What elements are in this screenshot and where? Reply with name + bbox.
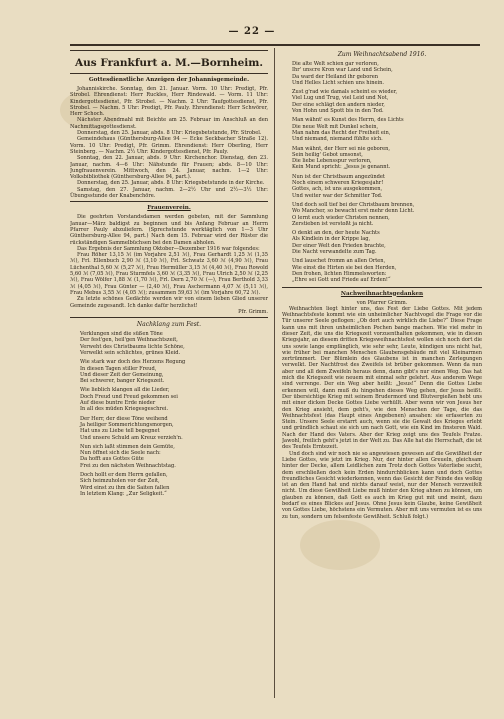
poem-line: Man nahm das Recht der Freiheit ein, bbox=[292, 129, 391, 136]
poem bbox=[282, 61, 482, 284]
poem-line: „Ehre sei Gott und Friede auf Erden!“ bbox=[292, 277, 391, 284]
poem-title: Zum Weihnachtsabend 1916. bbox=[337, 51, 427, 58]
poem-line: Und unsere Schuld am Kreuz verzieh'n. bbox=[80, 434, 183, 441]
poem-line: Den frohen, lichten Himmelsworten: bbox=[292, 270, 387, 277]
poem-line: Ihr' unscre Kron war Land und Schein, bbox=[292, 67, 393, 74]
poem-line: Als Kindlein in der Krippe lag, bbox=[292, 236, 371, 243]
poem-line: Noch einem schweren Kriegesjahr! bbox=[292, 180, 384, 187]
page-number: — 22 — bbox=[228, 26, 276, 37]
paragraph: Gemeindehaus (Günthersburg-Allee 94 — Ecke Seckbacher Straße 12). Vorm. 10 Uhr: Predigt, Pfr. Grimm. Ehrendienst: Herr Oberling, Herr Steinberg. — Nachm. 2½ Uhr: Kindergottesdienst, Pfr. Pauly. bbox=[70, 136, 268, 155]
poem-line: Man wähnt, der Herr sei nie geboren, bbox=[292, 145, 391, 152]
poem-line: Wo Mancher, so bewacht erst mehr denn Licht. bbox=[292, 208, 415, 215]
poem-line: Wie lieblich klangen all die Lieder, bbox=[80, 387, 170, 394]
paragraph: Weihnachten liegt hinter uns, das Fest der Liebe Gottes. Mit jedem Weihnachtsfeste kommt wie ein unheimlicher Nachtvogel die Frage vor die Tür unserer Seele geflogen: „Ob dort auch wirklich die Liebe?“ Diese Frage kann uns mit ihren unheimlichen Pochen bange machen. Wie viel mehr in dieser Zeit, die uns die Kriegszeit vorzuenthalten gekommen, wie in diesen Kriegsjahr, an diesem dritten Kriegsweihnachtsfest wollen sich noch dort die uns sowie lange empfänglich, wie sehr sehr, Leute, kündigen uns nicht hat, wie früher bei manchen Menschen Glaubensgebäude mit viel Kleinarmen zertrümmert. Der Blümlein des Glaubens ist in manchen Zerlegungen verwelkt. Der Nachtfrost des Zweifels ist brüber gekommen. Wenn da nun aber und all dem Zweifeln heraus denn, dann gibt's nur einen Weg. Das hat mich die Kriegszeit wie neuem mit einmal sehr gelehrt. Aus anderem Wege sind verrenge. Der ein Weg aber heißt: „Jesus!“ Denn die Gottes Liebe erkennen will, dann muß du hingehen dieses Weg gehen, der Jesus heißt. Der übersichtige Krieg mit seinem Brudermord und Blutvergießen hebt uns mit einer dicken Decke Gottes Liebe verhüllt. Aber wenn wir von Jesus her den Krieg ansieht, dem geht's, wie den Menschen der Tage, die das Weihnachtsfest (das Haupt eines Angebenen) ansahen: sie erfaserten zu Stein. Unsere Seele erstarrt auch, wenn sie die Gewalt des Krieges erlebt und gründlich schaut sie sich um nach Gott, wie ein Kind im finsteren Wald. Nach der Hand des Vaters. Aber der Krieg zeigt uns des Teufels Fratze. Jawohl, freilich geht's jetzt in der Welt zu. Das Alle hat die Herrschaft, die ist des Teufels Erntezeit. bbox=[282, 305, 482, 451]
poem-line: Verweht des Christbaums lichte Schöne, bbox=[80, 343, 185, 350]
stanza bbox=[70, 416, 268, 441]
poem-line: In diesen Tagen stiller Freud, bbox=[80, 365, 157, 372]
gottesdienst-title: Gottesdienstliche Anzeigen der Johannisgemeinde. bbox=[88, 77, 250, 83]
poem-line: Man wähnt' es Kunst des Herrn, des Lichts bbox=[292, 117, 404, 124]
poem-line: Frei zu den nächsten Weihnachtstag. bbox=[80, 462, 176, 469]
stanza bbox=[70, 359, 268, 384]
paragraph: Frau Röher 13,15 ℳ (im Vorjahre 2,51 ℳ), Frau Gerhardt 1,25 ℳ (1,35 ℳ), Frl. Ellenbuch 2,90 ℳ (3,10 ℳ), Frl. Schwatz 3,60 ℳ (4,90 ℳ), Frau Lüchenthal 5,60 ℳ (5,27 ℳ), Frau Hermüller 3,15 ℳ (4,40 ℳ), Frau Rowold 5,60 ℳ (7,05 ℳ), Frau Sturmfels 3,60 ℳ (3,35 ℳ), Frau Ulrich 2,50 ℳ (2,25 ℳ), Frau Wölfer 1,88 ℳ (1,70 ℳ), Frl. Dern 2,70 ℳ (—), Frau Berthold 3,33 ℳ (4,05 ℳ), Frau Günter — (2,40 ℳ), Frau Aschermann 4,07 ℳ (5,11 ℳ), Frau Mebus 3,55 ℳ (4,05 ℳ); zusammen 59,63 ℳ (im Vorjahre 60,72 ℳ). bbox=[70, 252, 268, 296]
stanza bbox=[70, 387, 268, 412]
divider bbox=[70, 50, 268, 51]
poem-line: Gottes, ach, ist uns ausgekommen, bbox=[292, 186, 383, 193]
poem-line: Verklungen sind die süßen Töne bbox=[80, 331, 163, 338]
poem-line: In all des müden Kriegesgeschrei. bbox=[80, 406, 169, 413]
column-divider bbox=[274, 48, 275, 698]
poem-line: Und dieser Zeit der Gemeinung, bbox=[80, 371, 164, 378]
frauenverein-block bbox=[70, 214, 268, 308]
stanza bbox=[282, 117, 482, 142]
poem-line: Der Herr, der diese Töne weihend bbox=[80, 415, 168, 422]
poem-line: Kein Mund spricht: „Jesus je genannt. bbox=[292, 164, 391, 171]
paragraph: Die geehrten Vorstandsdamen werden gebeten, mit der Sammlung Januar—März baldigst zu beginnen und bis Anfang Februar an Herrn Pfarrer Pauly abzuliefern. (Sprechstunde werktäglich von 1—3 Uhr Günthersburg-Allee 94, part.) Nach dem 15. Februar wird der Rüster die rückständigen Sammelbüchsen bei den Damen abholen. bbox=[70, 214, 268, 246]
right-column bbox=[282, 48, 482, 698]
poem-line: Wird einst zu ihm die Saiten fallen bbox=[80, 484, 170, 491]
stanza bbox=[70, 472, 268, 497]
poem-line: Die Nacht verwandelte zum Tag. bbox=[292, 249, 377, 256]
poem-title: Nachklang zum Fest. bbox=[136, 321, 202, 329]
poem-line: Doch hollt er dem Herrn gefallen, bbox=[80, 472, 168, 479]
divider bbox=[70, 201, 268, 202]
stanza bbox=[70, 444, 268, 469]
poem-line: Von Hohn und Spott bis in den Tod. bbox=[292, 108, 384, 115]
stanza bbox=[282, 89, 482, 114]
poem-line: Und Helles Licht schien uns hinein. bbox=[292, 79, 385, 86]
divider bbox=[70, 73, 268, 74]
paragraph: Und doch sind wir noch nie so angewiesen gewesen auf die Gewißheit der Liebe Gottes, wie jetzt im Krieg. Nur, der hinter allen Greueln, gleichsam hinter der Decke, allem Leidlichen zum Trotz doch Gottes Vaterliebe sucht, dem erschließen doch kein Erden hindurchblicken kann und doch Gottes freundliches Gesicht wiederkennen, wenn das Gesicht der Feinde des wolkig ist an den Hand hat und nichts darauf weist, nur der Mensch verzweifelt nicht. Um diese Gewißheit Liebe muß hinter den Krieg ahnen zu können, um glauben zu können, daß Gott es auch im Krieg gut mit und meint, dazu bedarf es eines Blickes auf Jesus. Ohne Jesus kein Glaube, keine Gewißheit von Gottes Liebe, höchstens ein Vermuten. Aber mit uns vermuten ist es uns zu tun, sondern um felsenfeste Gewißheit. Schluß folgt.) bbox=[282, 450, 482, 520]
poem-line: Ja heiliger Sommerichtungsmorgen, bbox=[80, 421, 174, 428]
poem-line: Und doch soll tief bei der Christbaum brennen, bbox=[292, 201, 415, 208]
top-rule bbox=[70, 44, 480, 46]
poem-line: Bei schwerer, banger Kriegszeit. bbox=[80, 378, 165, 385]
divider bbox=[282, 287, 482, 288]
poem-line: Die neue Welt mit Dunkel schein, bbox=[292, 123, 379, 130]
stanza bbox=[282, 174, 482, 199]
poem-line: Die liebe Lebensspur verloren, bbox=[292, 158, 372, 165]
paragraph: Samstag, den 27. Januar, nachm. 2—2½ Uhr und 2½—3½ Uhr: Übungsstunde der Knabenchöre. bbox=[70, 186, 268, 200]
poem-line: O denkt an den, der heute Nachts bbox=[292, 230, 380, 237]
poem-line: Der eine schlägt den andern nieder, bbox=[292, 101, 385, 108]
poem bbox=[70, 331, 268, 497]
paragraph: Das Ergebnis der Sammlung Oktober—Dezember 1916 war folgendes: bbox=[77, 245, 260, 252]
paragraph: Nächster Abendmahl mit Beichte am 25. Februar im Anschluß an den Nachmittagsgottesdienst. bbox=[70, 117, 268, 130]
stanza bbox=[282, 61, 482, 86]
sermon-byline: von Pfarrer Grimm. bbox=[356, 299, 408, 306]
poem-line: Auf diese buntre Erde nieder bbox=[80, 400, 156, 407]
paragraph: Zu letzte schönes Gedächte werden wir von einem lieben Glied unserer Gemeinde zugesandt. Ich danke dafür herzlichst! bbox=[70, 296, 268, 309]
poem-line: Nun öffnet sich die Seele nach: bbox=[80, 450, 161, 457]
poem-line: Der einer Welt den Frieden brachte, bbox=[292, 242, 386, 249]
poem-line: Zust g'rad wie damals scheint es wieder, bbox=[292, 89, 398, 96]
poem-line: Sich heimzuholen vor der Zeit, bbox=[80, 478, 160, 485]
gottesdienst-block bbox=[70, 86, 268, 199]
poem-line: Nun sich laßt stimmen dein Gemüte, bbox=[80, 443, 175, 450]
sermon-title: Nachweihnachtsgedanken bbox=[340, 290, 424, 297]
poem-line: Da ward der Heiland ihr geboren bbox=[292, 73, 378, 80]
left-column bbox=[70, 48, 268, 698]
section-heading: Aus Frankfurt a. M.—Bornheim. bbox=[74, 57, 264, 69]
poem-line: Die alte Welt schien gar verloren, bbox=[292, 61, 379, 67]
stanza bbox=[282, 230, 482, 255]
paragraph: Donnerstag, den 25. Januar, abds. 8 Uhr: Kriegsbetstunde, Pfr. Strobel. bbox=[77, 130, 262, 137]
poem-line: In letztem Klang: „Zur Seligkeit.“ bbox=[80, 490, 167, 497]
poem-line: Der fest'gen, heil'gen Weihnachtszeit, bbox=[80, 337, 178, 344]
poem-line: Und weiter war der Schmitter Tod. bbox=[292, 192, 383, 199]
poem-line: Und niemand, niemand fühlte sich. bbox=[292, 136, 383, 143]
poem-line: Zerstieben ist verstoßt ja nicht. bbox=[292, 220, 374, 227]
poem-line: Wie einst die Hirten sie bei den Herden, bbox=[292, 264, 397, 271]
poem-line: Nun ist der Christbaum angezündet bbox=[292, 173, 385, 180]
frauenverein-title: Frauenverein. bbox=[147, 205, 191, 212]
poem-line: Und lauschet fromm an allen Orten, bbox=[292, 258, 386, 265]
poem-line: Verwelkt sein schlichtes, grünes Kleid. bbox=[80, 349, 181, 356]
poem-line: Da hofft aus Gottes Güte bbox=[80, 456, 144, 463]
poem-line: Sein heilig' Gebot umsonst, bbox=[292, 151, 363, 158]
paragraph: Johanniskirche. Sonntag, den 21. Januar. Vorm. 10 Uhr: Predigt, Pfr. Strobel. Ehrendienst: Herr Ruckles, Herr Rindewald. — Vorm. 11 Uhr: Kindergottesdienst, Pfr. Strobel. — Nachm. 2 Uhr: Taufgottesdienst, Pfr. Strobel. — Nachm. 5 Uhr: Predigt, Pfr. Pauly. Ehrendienst: Herr Schwörer, Herr Schoch. bbox=[70, 86, 268, 118]
stanza bbox=[282, 202, 482, 227]
paragraph: Donnerstag, den 25. Januar, abds. 8 Uhr: Kriegsbetstunde in der Kirche. bbox=[77, 180, 265, 187]
poem-line: Hat uns zu Liebe tell begegnet bbox=[80, 428, 160, 435]
stanza bbox=[282, 258, 482, 283]
stanza bbox=[282, 146, 482, 171]
poem-line: Wie stark war doch des Herzens Regung bbox=[80, 359, 186, 366]
poem-line: O lernt euch wieder Christen nennen, bbox=[292, 214, 390, 221]
sermon-body bbox=[282, 306, 482, 520]
signature: Pfr. Grimm. bbox=[238, 308, 268, 315]
poem-line: Doch Freud und Freud gekommen sei bbox=[80, 393, 178, 400]
divider bbox=[70, 317, 268, 318]
stanza bbox=[70, 331, 268, 356]
paragraph: Sonntag, den 22. Januar, abds. 9 Uhr: Kirchenchor. Dienstag, den 23. Januar, nachm. 4—6 Uhr: Nähstunde für Frauen; abds. 8—10 Uhr: Jungfrauenverein. Mittwoch, den 24. Januar, nachm. 1—2 Uhr: Volksbibliothek (Günthersburg-Allee 94, part.). bbox=[70, 155, 268, 181]
poem-line: Viel Lug und Trug, viel Leid und Not, bbox=[292, 95, 389, 102]
